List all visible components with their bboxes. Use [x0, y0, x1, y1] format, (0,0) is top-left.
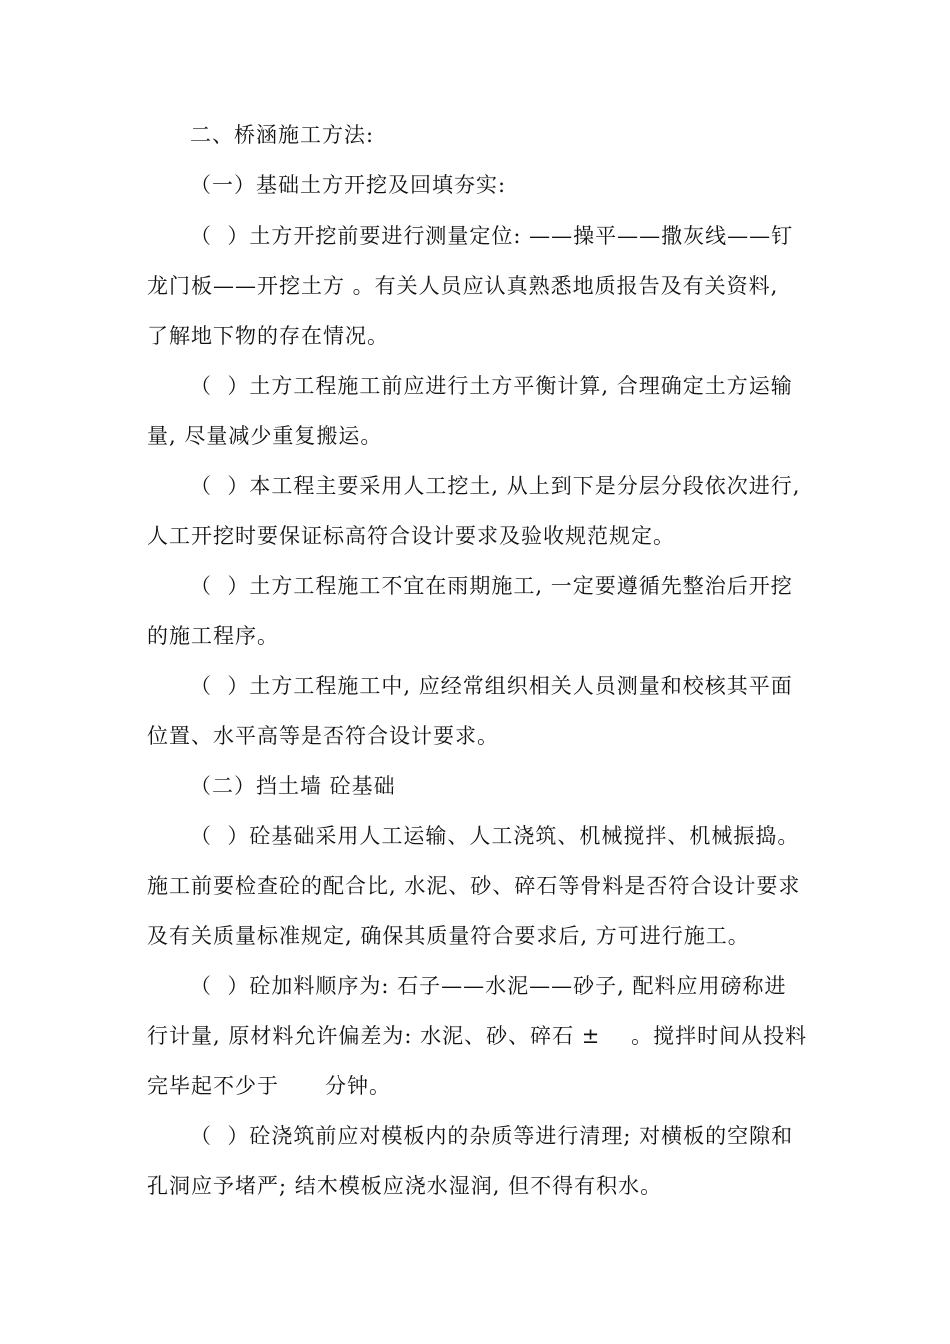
paragraph-line: （ ）砼浇筑前应对模板内的杂质等进行清理; 对横板的空隙和 [190, 1124, 794, 1148]
paragraph-line: （ ）土方工程施工前应进行土方平衡计算, 合理确定土方运输 [190, 374, 793, 398]
paragraph-line: 人工开挖时要保证标高符合设计要求及验收规范规定。 [147, 524, 675, 548]
paragraph-line: （ ）土方工程施工不宜在雨期施工, 一定要遵循先整治后开挖 [190, 574, 793, 598]
paragraph-line: 孔洞应予堵严; 结木模板应浇水湿润, 但不得有积水。 [147, 1174, 663, 1198]
paragraph-line: 行计量, 原材料允许偏差为: 水泥、砂、碎石 ± 。搅拌时间从投料 [147, 1024, 808, 1048]
paragraph-line: 的施工程序。 [147, 624, 279, 648]
paragraph-line: 施工前要检查砼的配合比, 水泥、砂、碎石等骨料是否符合设计要求 [147, 874, 801, 898]
section-heading-bridge-culvert-methods: 二、桥涵施工方法: [190, 123, 375, 147]
paragraph-line: 量, 尽量减少重复搬运。 [147, 424, 383, 448]
paragraph-line: 了解地下物的存在情况。 [147, 324, 389, 348]
paragraph-line: 位置、水平高等是否符合设计要求。 [147, 724, 499, 748]
subsection-heading-retaining-wall-foundation: （二）挡土墙 砼基础 [190, 774, 396, 798]
paragraph-line: （ ）土方开挖前要进行测量定位: ——操平——撒灰线——钉 [190, 224, 794, 248]
paragraph-line: 龙门板——开挖土方 。有关人员应认真熟悉地质报告及有关资料, [147, 274, 779, 298]
paragraph-line: （ ）砼加料顺序为: 石子——水泥——砂子, 配料应用磅称进 [190, 974, 787, 998]
subsection-heading-foundation-earthwork: （一）基础土方开挖及回填夯实: [190, 173, 507, 197]
paragraph-line: 及有关质量标准规定, 确保其质量符合要求后, 方可进行施工。 [147, 924, 750, 948]
paragraph-line: 完毕起不少于 分钟。 [147, 1074, 392, 1098]
paragraph-line: （ ）土方工程施工中, 应经常组织相关人员测量和校核其平面 [190, 674, 793, 698]
paragraph-line: （ ）砼基础采用人工运输、人工浇筑、机械搅拌、机械振捣。 [190, 824, 800, 848]
paragraph-line: （ ）本工程主要采用人工挖土, 从上到下是分层分段依次进行, [190, 474, 801, 498]
